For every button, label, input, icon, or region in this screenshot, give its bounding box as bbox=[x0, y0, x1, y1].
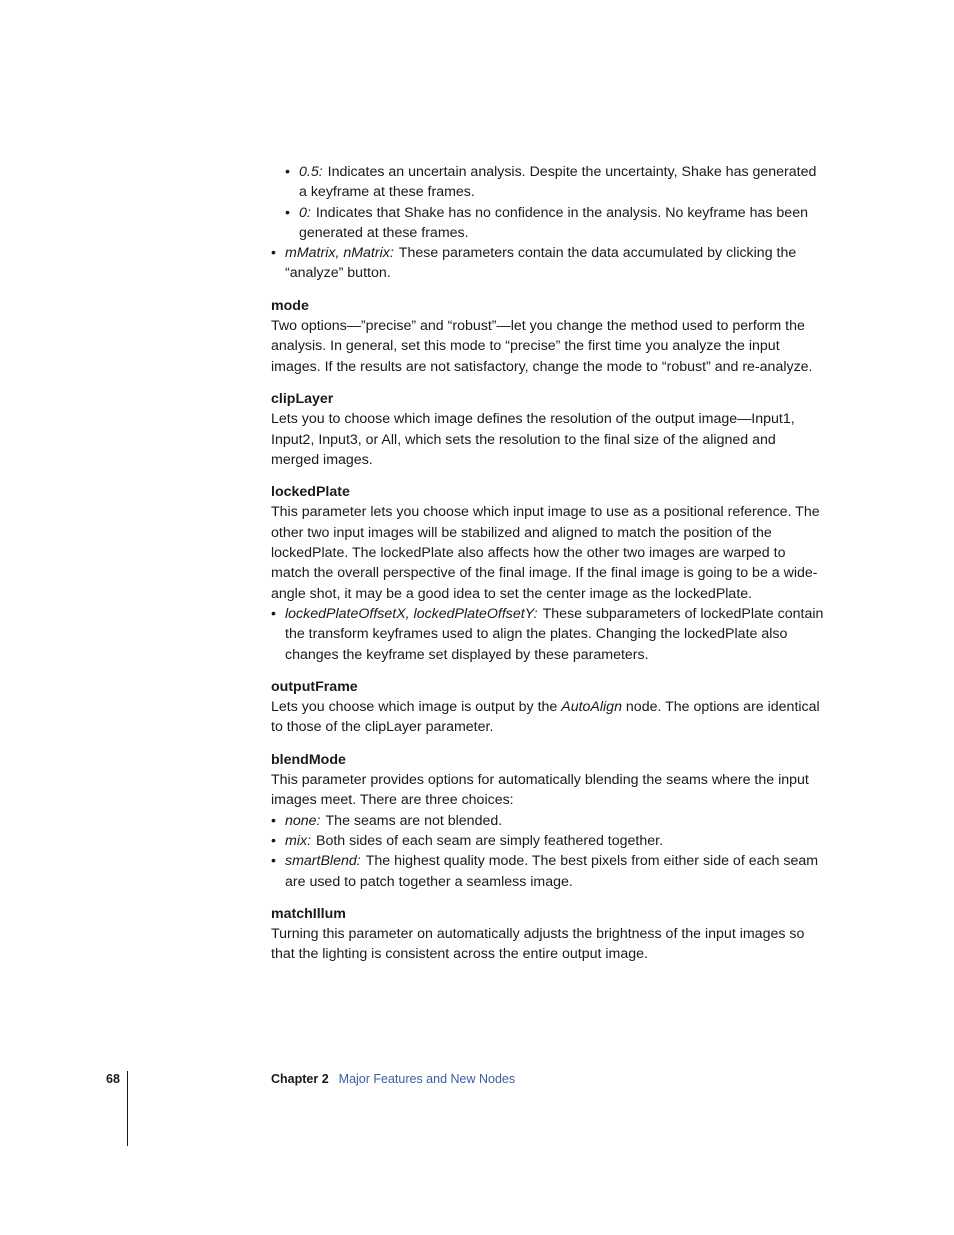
chapter-label: Chapter 2 bbox=[271, 1072, 329, 1086]
bullet-text: These subparameters of lockedPlate contain the transform keyframes used to align the plates. Changing the lockedPlate also changes the keyframe set displayed by these parameters. bbox=[285, 605, 824, 663]
bullet-text: The highest quality mode. The best pixels from either side of each seam are used to patch together a seamless image. bbox=[285, 853, 819, 890]
section-body-cliplayer: Lets you to choose which image defines the resolution of the output image—Input1, Input2, Input3, or All, which sets the resolution to the final size of the aligned and merged images. bbox=[271, 411, 795, 468]
section-heading-cliplayer: clipLayer bbox=[271, 390, 334, 407]
list-item bbox=[285, 203, 827, 244]
bullet-text: These parameters contain the data accumulated by clicking the “analyze” button. bbox=[285, 245, 797, 282]
list-item bbox=[271, 811, 827, 831]
section-body-lockedplate: This parameter lets you choose which input image to use as a positional reference. The other two input images will be stabilized and aligned to match the position of the lockedPlate. The lockedPlate also affects how the other two images are warped to match the overall perspective of the final image. If the final image is going to be a wide-angle shot, it may be a good idea to set the center image as the lockedPlate. bbox=[271, 504, 820, 602]
list-item bbox=[271, 831, 827, 851]
list-item bbox=[271, 604, 827, 665]
bullet-text: Indicates an uncertain analysis. Despite the uncertainty, Shake has generated a keyframe at these frames. bbox=[299, 164, 817, 201]
footer-divider bbox=[127, 1071, 128, 1146]
node-name: AutoAlign bbox=[561, 699, 622, 716]
section-heading-lockedplate: lockedPlate bbox=[271, 484, 350, 501]
bullet-term: mix: bbox=[285, 832, 312, 849]
running-footer bbox=[271, 1072, 515, 1086]
section-heading-outputframe: outputFrame bbox=[271, 678, 358, 695]
section-heading-matchillum: matchIllum bbox=[271, 905, 346, 922]
bullet-text: Indicates that Shake has no confidence in the analysis. No keyframe has been generated at these frames. bbox=[299, 204, 808, 241]
bullet-term: none: bbox=[285, 812, 321, 829]
page-number: 68 bbox=[106, 1072, 120, 1086]
section-body-blendmode: This parameter provides options for automatically blending the seams where the input images meet. There are three choices: bbox=[271, 772, 809, 809]
section-body-matchillum: Turning this parameter on automatically adjusts the brightness of the input images so that the lighting is consistent across the entire output image. bbox=[271, 926, 805, 963]
section-heading-blendmode: blendMode bbox=[271, 751, 346, 768]
bullet-term: lockedPlateOffsetX, lockedPlateOffsetY: bbox=[285, 605, 538, 622]
bullet-term: 0.5: bbox=[299, 164, 323, 180]
section-body-mode: Two options—”precise” and “robust”—let you change the method used to perform the analysis. In general, set this mode to “precise” the first time you analyze the input images. If the results are not satisfactory, change the mode to “robust” and re-analyze. bbox=[271, 318, 813, 375]
bullet-term: mMatrix, nMatrix: bbox=[285, 245, 394, 262]
bullet-term: 0: bbox=[299, 204, 311, 221]
bullet-term: smartBlend: bbox=[285, 853, 361, 870]
page-body bbox=[271, 162, 827, 965]
body-text: Lets you choose which image is output by the bbox=[271, 699, 562, 716]
list-item bbox=[271, 851, 827, 892]
bullet-text: Both sides of each seam are simply feathered together. bbox=[316, 832, 664, 849]
bullet-text: The seams are not blended. bbox=[325, 812, 503, 829]
section-body-outputframe bbox=[271, 697, 827, 738]
section-heading-mode: mode bbox=[271, 297, 309, 314]
body-text: node. The options are identical to those of the clipLayer parameter. bbox=[271, 699, 820, 736]
list-item bbox=[271, 243, 827, 284]
chapter-title: Major Features and New Nodes bbox=[338, 1072, 516, 1086]
list-item bbox=[285, 162, 827, 203]
